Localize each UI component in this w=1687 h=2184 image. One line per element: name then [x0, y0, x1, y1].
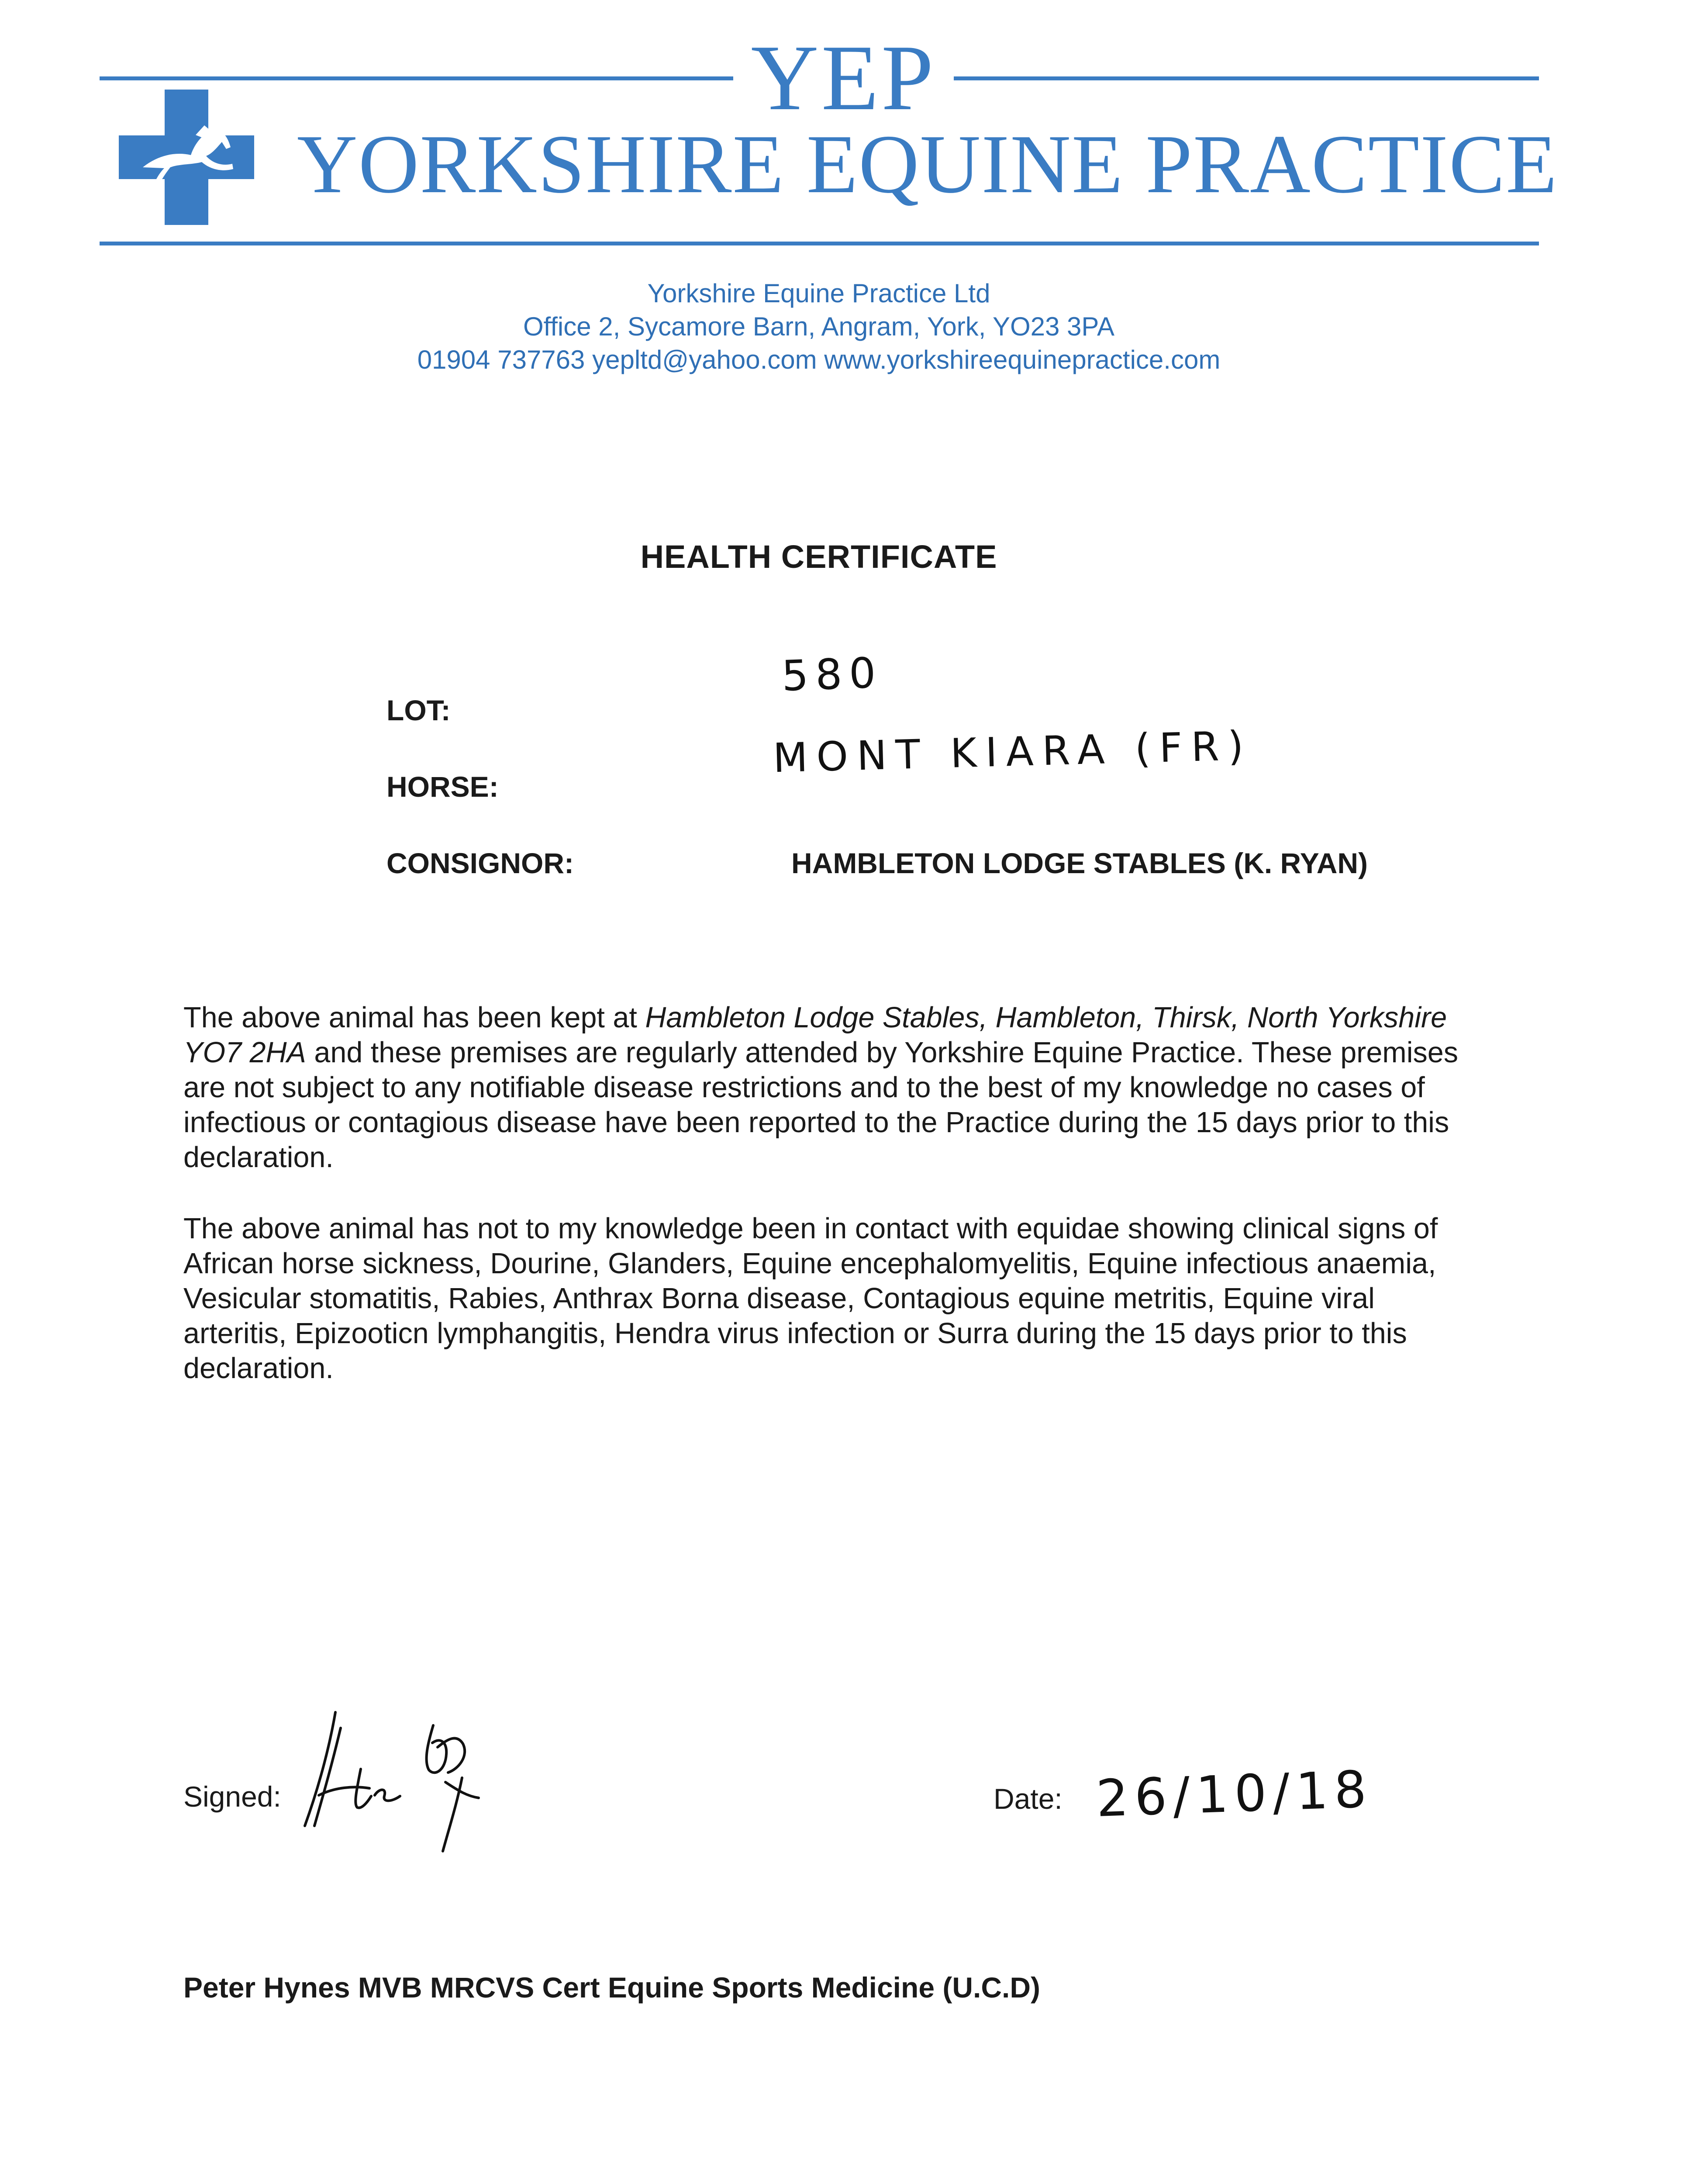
- signature: [301, 1695, 537, 1856]
- premises-declaration: The above animal has been kept at Hambleton Lodge Stables, Hambleton, Thirsk, North Yorkshire YO7 2HA and these premises are regularly attended by Yorkshire Equine Practice. These premises are not subject to any notifiable disease restrictions and to the best of my knowledge no cases of infectious or contagious disease have been reported to the Practice during the 15 days prior to this declaration.: [183, 1002, 1458, 1174]
- brand-acronym: YEP: [0, 31, 1687, 124]
- date-value: 26/10/18: [1095, 1759, 1374, 1829]
- premises-address: Hambleton Lodge Stables, Hambleton, Thirsk, North Yorkshire YO7 2HA: [183, 1002, 1447, 1069]
- brand-name: YORKSHIRE EQUINE PRACTICE: [297, 117, 1558, 211]
- lot-value: 580: [781, 648, 884, 701]
- date-label: Date:: [994, 1783, 1063, 1815]
- consignor-label: CONSIGNOR:: [386, 847, 574, 879]
- signed-label: Signed:: [183, 1780, 281, 1813]
- lot-label: LOT:: [386, 694, 451, 726]
- company-contact: 01904 737763 yepltd@yahoo.com www.yorkshireequinepractice.com: [417, 345, 1221, 374]
- consignor-value: HAMBLETON LODGE STABLES (K. RYAN): [791, 847, 1368, 879]
- horse-label: HORSE:: [386, 771, 499, 803]
- veterinarian-credentials: Peter Hynes MVB MRCVS Cert Equine Sports Medicine (U.C.D): [183, 1971, 1040, 2004]
- company-address: Office 2, Sycamore Barn, Angram, York, YO23 3PA: [523, 312, 1115, 341]
- certificate-title: HEALTH CERTIFICATE: [640, 539, 997, 575]
- horse-value: MONT KIARA (FR): [772, 722, 1253, 782]
- header-rule-bottom: [100, 242, 1539, 245]
- logo-cross-icon: [119, 90, 254, 225]
- company-name: Yorkshire Equine Practice Ltd: [647, 279, 990, 308]
- disease-declaration: The above animal has not to my knowledge been in contact with equidae showing clinical signs of African horse sickness, Dourine, Glanders, Equine encephalomyelitis, Equine infectious anaemia, Vesicular stomatitis, Rabies, Anthrax Borna disease, Contagious equine metritis, Equine viral arteritis, Epizooticn lymphangitis, Hendra virus infection or Surra during the 15 days prior to this declaration.: [183, 1213, 1438, 1385]
